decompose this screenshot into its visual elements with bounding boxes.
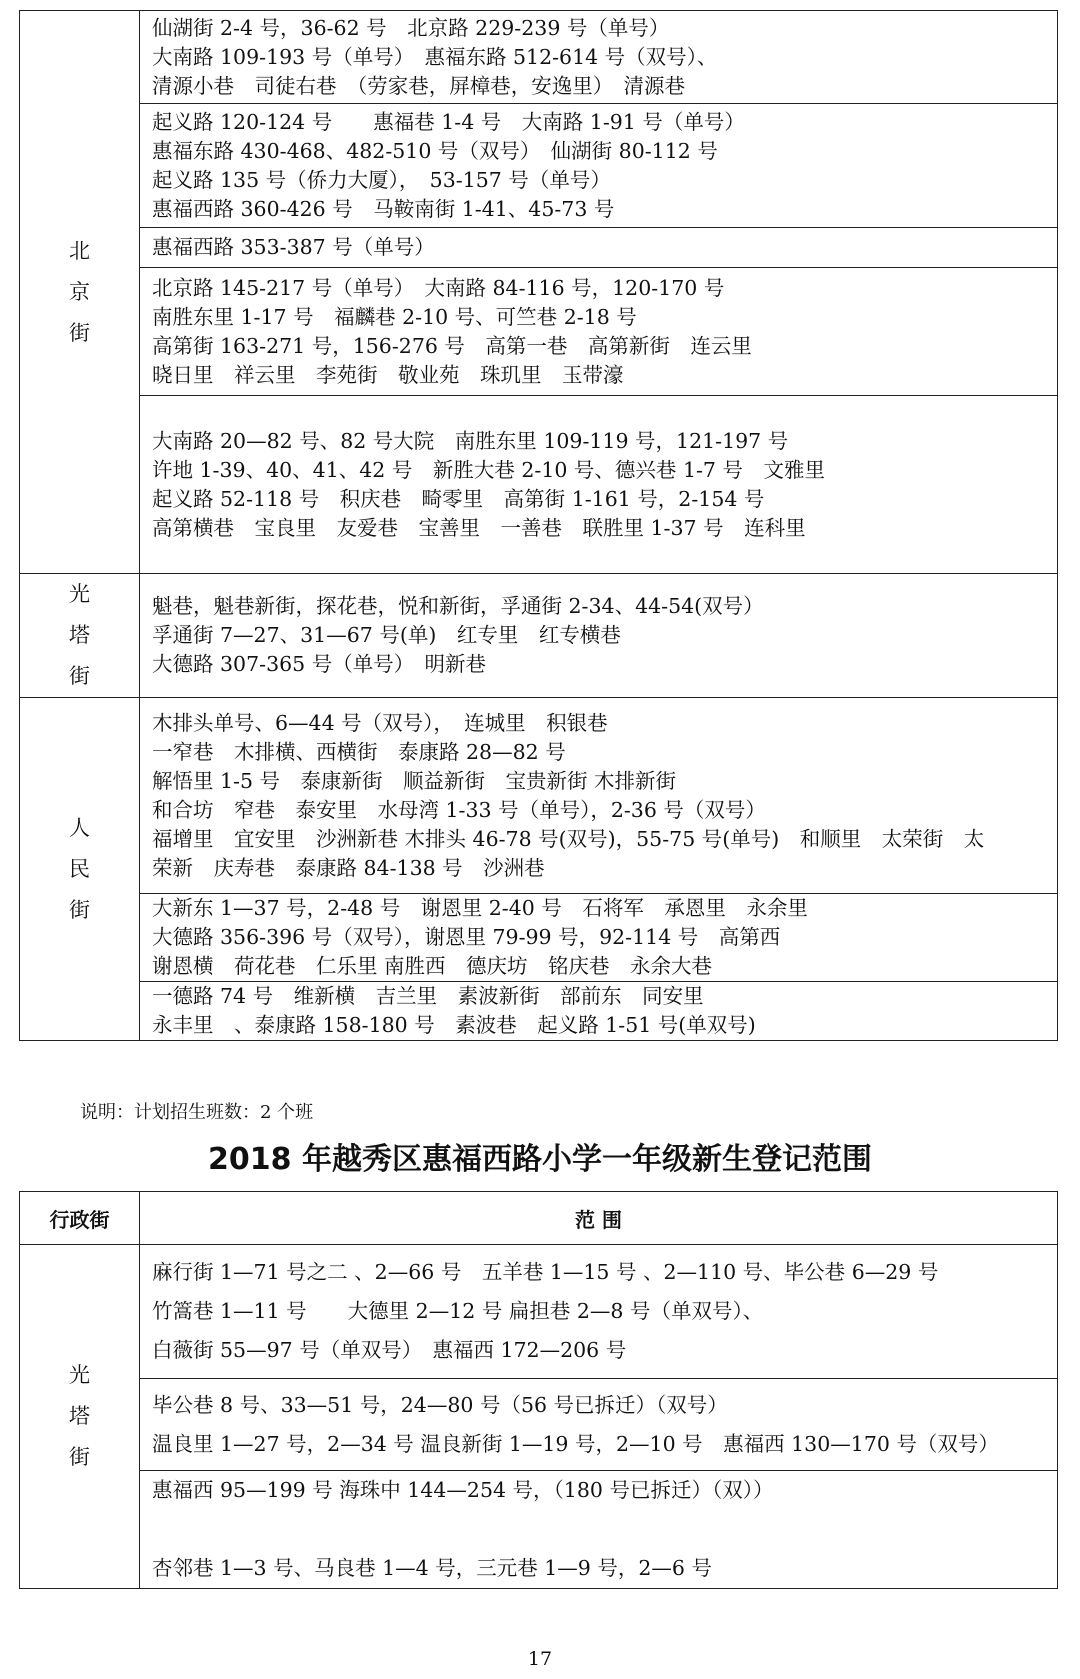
street-name-char: 民	[69, 856, 90, 881]
range-line: 魁巷，魁巷新街，探花巷，悦和新街，孚通街 2-34、44-54(双号）	[152, 594, 764, 618]
street-name-guangta	[20, 574, 139, 697]
range-line: 许地 1-39、40、41、42 号 新胜大巷 2-10 号、德兴巷 1-7 号 文雅里	[152, 457, 825, 482]
street-name-char: 光	[69, 1363, 90, 1387]
range-line: 解悟里 1-5 号 泰康新街 顺益新街 宝贵新街 木排新街	[152, 768, 677, 793]
header-range: 范 围	[140, 1192, 1058, 1245]
range-line: 永丰里 、泰康路 158-180 号 素波巷 起义路 1-51 号(单双号)	[152, 1013, 756, 1037]
range-cell	[140, 228, 1058, 268]
range-cell	[140, 1471, 1058, 1589]
range-line: 麻行街 1—71 号之二 、2—66 号 五羊巷 1—15 号 、2—110 号、毕公巷 6—29 号	[152, 1260, 939, 1284]
street-name-char: 街	[69, 664, 90, 688]
street-name-char: 塔	[69, 1404, 90, 1428]
range-cell	[140, 574, 1058, 698]
range-line: 毕公巷 8 号、33—51 号，24—80 号（56 号已拆迁）（双号）	[152, 1392, 728, 1417]
range-cell	[140, 894, 1058, 982]
range-line: 温良里 1—27 号，2—34 号 温良新街 1—19 号，2—10 号 惠福西 130—170 号（双号）	[152, 1431, 999, 1456]
range-line: 大南路 109-193 号（单号） 惠福东路 512-614 号（双号）、	[152, 44, 718, 69]
range-line: 清源小巷 司徒右巷 （劳家巷，屏樟巷，安逸里） 清源巷	[152, 73, 685, 98]
range-line: 晓日里 祥云里 李苑街 敬业苑 珠玑里 玉带濠	[152, 362, 624, 387]
header-street: 行政街	[20, 1192, 140, 1245]
range-line: 大新东 1—37 号，2-48 号 谢恩里 2-40 号 石将军 承恩里 永余里	[152, 896, 808, 920]
range-cell	[140, 11, 1058, 104]
range-line	[152, 1510, 1057, 1549]
range-cell	[140, 982, 1058, 1041]
range-line: 荣新 庆寿巷 泰康路 84-138 号 沙洲巷	[152, 855, 545, 880]
range-line: 起义路 52-118 号 积庆巷 畸零里 高第街 1-161 号，2-154 号	[152, 486, 765, 511]
range-line: 杏邻巷 1—3 号、马良巷 1—4 号，三元巷 1—9 号，2—6 号	[152, 1556, 712, 1580]
range-line: 大德路 307-365 号（单号） 明新巷	[152, 652, 486, 676]
range-cell	[140, 1379, 1058, 1471]
range-line: 孚通街 7—27、31—67 号(单) 红专里 红专横巷	[152, 623, 621, 647]
street-cell-renmin	[20, 698, 140, 1041]
range-cell	[140, 698, 1058, 894]
range-line: 起义路 135 号（侨力大厦）， 53-157 号（单号）	[152, 167, 611, 192]
note-text: 说明：计划招生班数：2 个班	[80, 1102, 314, 1123]
street-name-char: 北	[69, 238, 90, 263]
range-line: 一德路 74 号 维新横 吉兰里 素波新街 部前东 同安里	[152, 984, 704, 1008]
range-cell	[140, 396, 1058, 574]
range-line: 南胜东里 1-17 号 福麟巷 2-10 号、可竺巷 2-18 号	[152, 304, 637, 329]
page-number: 17	[527, 1648, 553, 1670]
street-cell-beijing	[20, 11, 140, 574]
registration-table-1	[19, 10, 1058, 1041]
street-name-char: 人	[69, 815, 90, 840]
street-name-char: 京	[69, 279, 90, 304]
range-line: 竹篙巷 1—11 号 大德里 2—12 号 扁担巷 2—8 号（单双号）、	[152, 1299, 764, 1323]
street-name-guangta-2	[20, 1355, 139, 1478]
range-line: 北京路 145-217 号（单号） 大南路 84-116 号，120-170 号	[152, 275, 725, 300]
range-line: 大南路 20—82 号、82 号大院 南胜东里 109-119 号，121-197 号	[152, 428, 789, 453]
range-line: 惠福西 95—199 号 海珠中 144—254 号，（180 号已拆迁）（双））	[152, 1478, 774, 1502]
range-line: 高第街 163-271 号，156-276 号 高第一巷 高第新街 连云里	[152, 333, 752, 358]
street-cell-guangta	[20, 574, 140, 698]
range-cell	[140, 268, 1058, 396]
street-name-char: 街	[69, 897, 90, 922]
street-name-char: 塔	[69, 623, 90, 647]
range-line: 高第横巷 宝良里 友爱巷 宝善里 一善巷 联胜里 1-37 号 连科里	[152, 515, 806, 540]
page-title: 2018 年越秀区惠福西路小学一年级新生登记范围	[208, 1142, 872, 1177]
range-line: 惠福西路 353-387 号（单号）	[152, 235, 435, 259]
range-line: 谢恩横 荷花巷 仁乐里 南胜西 德庆坊 铭庆巷 永余大巷	[152, 954, 713, 978]
range-line: 惠福西路 360-426 号 马鞍南街 1-41、45-73 号	[152, 196, 615, 221]
range-line: 惠福东路 430-468、482-510 号（双号） 仙湖街 80-112 号	[152, 138, 718, 163]
street-name-beijing	[20, 231, 139, 354]
range-line: 福增里 宜安里 沙洲新巷 木排头 46-78 号(双号)，55-75 号(单号) 和顺里 太荣街 太	[152, 826, 985, 851]
range-line: 白薇街 55—97 号（单双号） 惠福西 172—206 号	[152, 1338, 627, 1362]
range-line: 木排头单号、6—44 号（双号）， 连城里 积银巷	[152, 710, 608, 735]
street-name-char: 街	[69, 1445, 90, 1469]
street-name-renmin	[20, 808, 139, 931]
range-line: 仙湖街 2-4 号，36-62 号 北京路 229-239 号（单号）	[152, 15, 670, 40]
range-line: 大德路 356-396 号（双号），谢恩里 79-99 号，92-114 号 高第西	[152, 925, 781, 949]
street-cell-guangta-2	[20, 1245, 140, 1589]
range-cell	[140, 104, 1058, 228]
range-cell	[140, 1245, 1058, 1379]
street-name-char: 光	[69, 582, 90, 606]
range-line: 一窄巷 木排横、西横街 泰康路 28—82 号	[152, 739, 566, 764]
registration-table-2	[19, 1191, 1058, 1589]
street-name-char: 街	[69, 320, 90, 345]
range-line: 和合坊 窄巷 泰安里 水母湾 1-33 号（单号），2-36 号（双号）	[152, 797, 766, 822]
range-line: 起义路 120-124 号 惠福巷 1-4 号 大南路 1-91 号（单号）	[152, 109, 745, 134]
